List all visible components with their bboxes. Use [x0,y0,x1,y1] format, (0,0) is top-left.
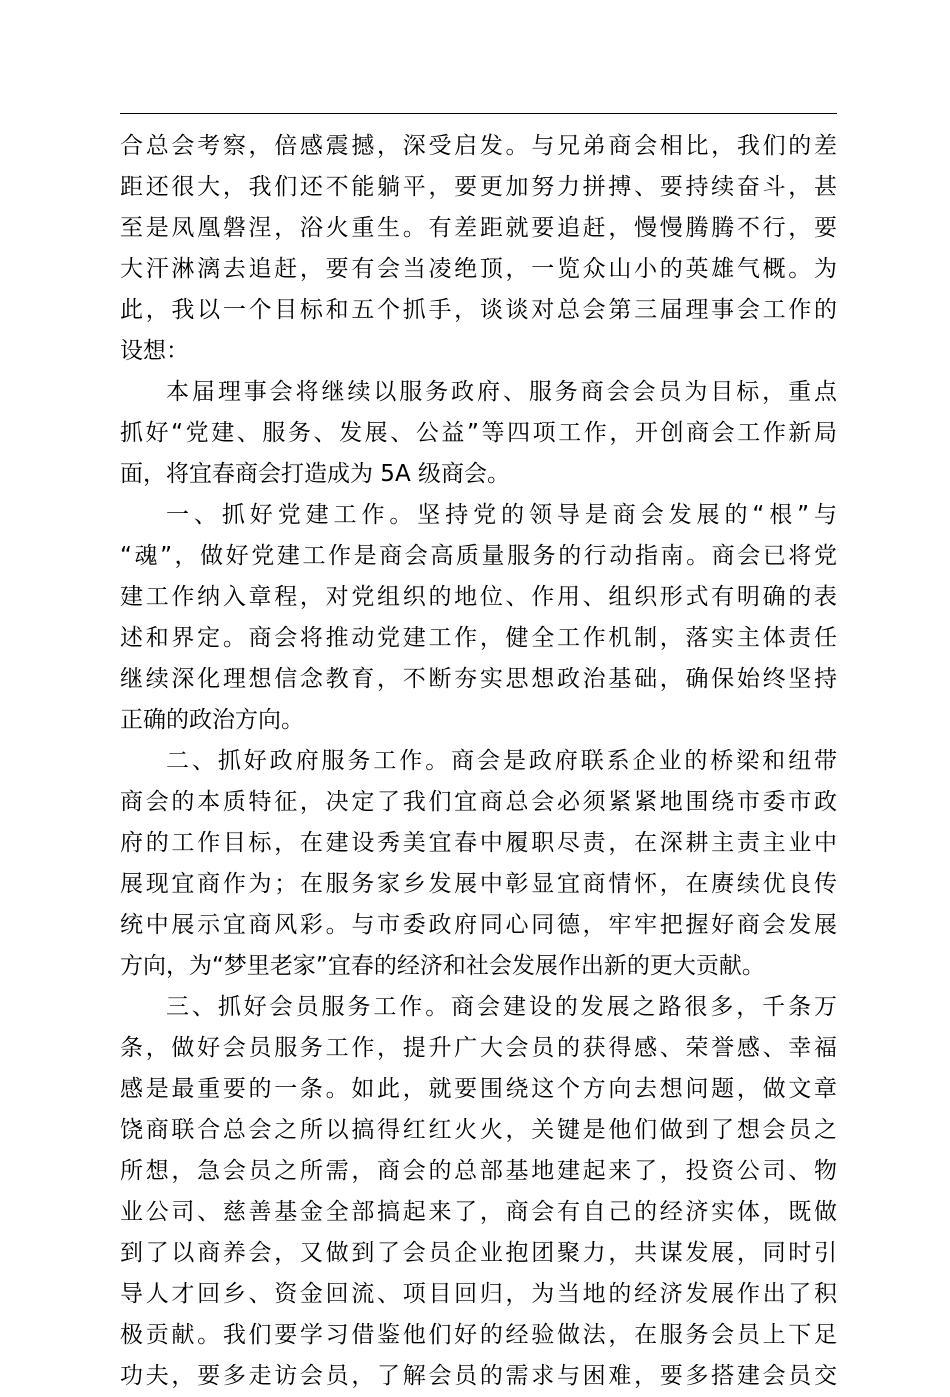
text-line: 距还很大，我们还不能躺平，要更加努力拼搏、要持续奋斗，甚 [120,174,837,200]
text-line: 统中展示宜商风彩。与市委政府同心同德，牢牢把握好商会发展 [120,912,837,938]
text-line: 设想： [120,338,189,364]
text-line: 述和界定。商会将推动党建工作，健全工作机制，落实主体责任 [120,625,837,651]
text-line: 展现宜商作为；在服务家乡发展中彰显宜商情怀，在赓续优良传 [120,871,837,897]
text-line: 功夫，要多走访会员，了解会员的需求与困难，要多搭建会员交 [120,1363,837,1389]
document-body [120,126,837,1397]
text-line: 府的工作目标，在建设秀美宜春中履职尽责，在深耕主责主业中 [120,830,837,856]
text-line: 本届理事会将继续以服务政府、服务商会会员为目标，重点 [166,379,837,405]
text-line: 导人才回乡、资金回流、项目回归，为当地的经济发展作出了积 [120,1281,837,1307]
text-line: 面，将宜春商会打造成为 5A 级商会。 [120,461,510,487]
text-line: 所想，急会员之所需，商会的总部基地建起来了，投资公司、物 [120,1158,837,1184]
text-line: 此，我以一个目标和五个抓手，谈谈对总会第三届理事会工作的 [120,297,837,323]
text-line: 一、抓好党建工作。坚持党的领导是商会发展的“根”与 [166,502,837,528]
text-line: 继续深化理想信念教育，不断夯实思想政治基础，确保始终坚持 [120,666,837,692]
text-line: 极贡献。我们要学习借鉴他们好的经验做法，在服务会员上下足 [120,1322,837,1348]
text-line: 业公司、慈善基金全部搞起来了，商会有自己的经济实体，既做 [120,1199,837,1225]
text-line: 合总会考察，倍感震撼，深受启发。与兄弟商会相比，我们的差 [120,133,837,159]
text-line: 建工作纳入章程，对党组织的地位、作用、组织形式有明确的表 [120,584,837,610]
text-line: 大汗淋漓去追赶，要有会当凌绝顶，一览众山小的英雄气概。为 [120,256,837,282]
header-rule [120,113,837,114]
text-line: 商会的本质特征，决定了我们宜商总会必须紧紧地围绕市委市政 [120,789,837,815]
text-line: 方向，为“梦里老家”宜春的经济和社会发展作出新的更大贡献。 [120,953,765,979]
text-line: 抓好“党建、服务、发展、公益”等四项工作，开创商会工作新局 [120,420,837,446]
text-line: 三、抓好会员服务工作。商会建设的发展之路很多，千条万 [166,994,837,1020]
text-line: 到了以商养会，又做到了会员企业抱团聚力，共谋发展，同时引 [120,1240,837,1266]
text-line: “魂”，做好党建工作是商会高质量服务的行动指南。商会已将党 [120,543,837,569]
text-line: 饶商联合总会之所以搞得红红火火，关键是他们做到了想会员之 [120,1117,837,1143]
text-line: 感是最重要的一条。如此，就要围绕这个方向去想问题，做文章 [120,1076,837,1102]
text-line: 条，做好会员服务工作，提升广大会员的获得感、荣誉感、幸福 [120,1035,837,1061]
text-line: 至是凤凰磐涅，浴火重生。有差距就要追赶，慢慢腾腾不行，要 [120,215,837,241]
text-line: 正确的政治方向。 [120,707,304,733]
text-line: 二、抓好政府服务工作。商会是政府联系企业的桥梁和纽带 [166,748,837,774]
